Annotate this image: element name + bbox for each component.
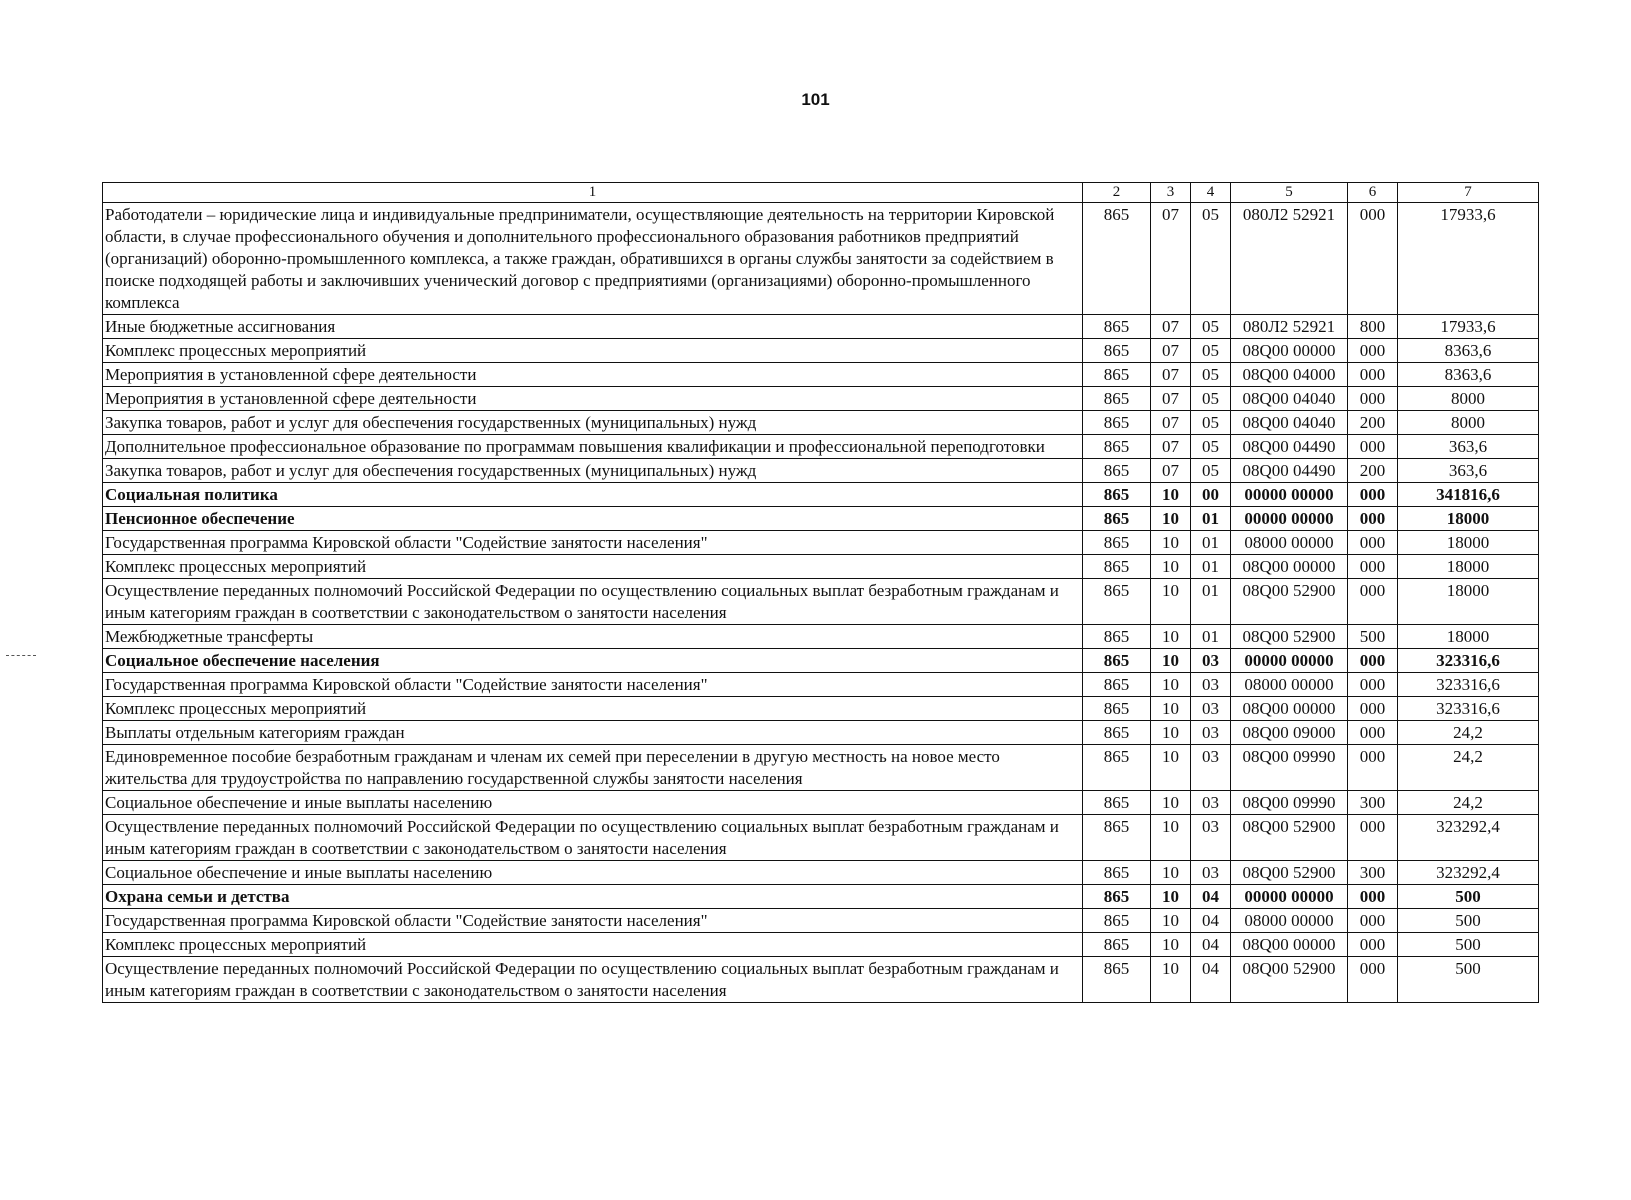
chapter-cell: 10: [1151, 815, 1191, 861]
table-row: [103, 745, 1539, 791]
amount-cell: 363,6: [1398, 435, 1539, 459]
chapter-cell: 07: [1151, 435, 1191, 459]
amount-cell: 18000: [1398, 507, 1539, 531]
amount-cell: 8000: [1398, 411, 1539, 435]
section-code-cell: 865: [1083, 507, 1151, 531]
chapter-cell: 10: [1151, 957, 1191, 1003]
table-row: [103, 957, 1539, 1003]
subchapter-cell: 01: [1191, 625, 1231, 649]
name-cell: Выплаты отдельным категориям граждан: [103, 721, 1083, 745]
expense-type-cell: 000: [1348, 957, 1398, 1003]
subchapter-cell: 00: [1191, 483, 1231, 507]
header-cell-6: 6: [1348, 183, 1398, 203]
table-row: [103, 579, 1539, 625]
chapter-cell: 07: [1151, 315, 1191, 339]
expense-type-cell: 000: [1348, 933, 1398, 957]
expense-type-cell: 000: [1348, 673, 1398, 697]
name-cell: Мероприятия в установленной сфере деятельности: [103, 387, 1083, 411]
name-cell: Социальная политика: [103, 483, 1083, 507]
subchapter-cell: 05: [1191, 387, 1231, 411]
target-article-cell: 08Q00 52900: [1231, 815, 1348, 861]
table-row: [103, 861, 1539, 885]
amount-cell: 18000: [1398, 555, 1539, 579]
section-code-cell: 865: [1083, 697, 1151, 721]
page-number: 101: [801, 90, 830, 109]
section-code-cell: 865: [1083, 387, 1151, 411]
expense-type-cell: 000: [1348, 387, 1398, 411]
expense-type-cell: 000: [1348, 531, 1398, 555]
expense-type-cell: 800: [1348, 315, 1398, 339]
chapter-cell: 10: [1151, 625, 1191, 649]
subchapter-cell: 03: [1191, 673, 1231, 697]
table-row: [103, 933, 1539, 957]
section-code-cell: 865: [1083, 339, 1151, 363]
target-article-cell: 08Q00 09990: [1231, 791, 1348, 815]
expense-type-cell: 000: [1348, 815, 1398, 861]
section-code-cell: 865: [1083, 459, 1151, 483]
amount-cell: 8000: [1398, 387, 1539, 411]
expense-type-cell: 500: [1348, 625, 1398, 649]
header-cell-2: 2: [1083, 183, 1151, 203]
target-article-cell: 08Q00 09000: [1231, 721, 1348, 745]
section-code-cell: 865: [1083, 885, 1151, 909]
subchapter-cell: 05: [1191, 203, 1231, 315]
chapter-cell: 07: [1151, 339, 1191, 363]
amount-cell: 500: [1398, 909, 1539, 933]
section-code-cell: 865: [1083, 649, 1151, 673]
table-row: [103, 649, 1539, 673]
name-cell: Пенсионное обеспечение: [103, 507, 1083, 531]
chapter-cell: 07: [1151, 203, 1191, 315]
name-cell: Осуществление переданных полномочий Российской Федерации по осуществлению социальных выплат безработным гражданам и иным категориям граждан в соответствии с законодательством о занятости населения: [103, 957, 1083, 1003]
section-code-cell: 865: [1083, 861, 1151, 885]
table-row: [103, 815, 1539, 861]
expense-type-cell: 300: [1348, 791, 1398, 815]
table-row: [103, 315, 1539, 339]
target-article-cell: 08000 00000: [1231, 673, 1348, 697]
target-article-cell: 00000 00000: [1231, 483, 1348, 507]
amount-cell: 18000: [1398, 625, 1539, 649]
section-code-cell: 865: [1083, 745, 1151, 791]
name-cell: Иные бюджетные ассигнования: [103, 315, 1083, 339]
header-cell-7: 7: [1398, 183, 1539, 203]
table-row: [103, 363, 1539, 387]
target-article-cell: 08Q00 52900: [1231, 861, 1348, 885]
expense-type-cell: 000: [1348, 745, 1398, 791]
chapter-cell: 10: [1151, 745, 1191, 791]
amount-cell: 500: [1398, 957, 1539, 1003]
subchapter-cell: 04: [1191, 957, 1231, 1003]
name-cell: Работодатели – юридические лица и индивидуальные предприниматели, осуществляющие деятельность на территории Кировской области, в случае профессионального обучения и дополнительного профессионального образования работников предприятий (организаций) оборонно-промышленного комплекса, а также граждан, обратившихся в органы службы занятости за содействием в поиске подходящей работы и заключивших ученический договор с предприятиями (организациями) оборонно-промышленного комплекса: [103, 203, 1083, 315]
expense-type-cell: 000: [1348, 339, 1398, 363]
chapter-cell: 10: [1151, 483, 1191, 507]
name-cell: Комплекс процессных мероприятий: [103, 339, 1083, 363]
amount-cell: 24,2: [1398, 745, 1539, 791]
table-row: [103, 411, 1539, 435]
table-row: [103, 483, 1539, 507]
subchapter-cell: 03: [1191, 649, 1231, 673]
section-code-cell: 865: [1083, 483, 1151, 507]
chapter-cell: 10: [1151, 673, 1191, 697]
name-cell: Комплекс процессных мероприятий: [103, 933, 1083, 957]
target-article-cell: 08Q00 04490: [1231, 435, 1348, 459]
table-row: [103, 459, 1539, 483]
subchapter-cell: 01: [1191, 507, 1231, 531]
section-code-cell: 865: [1083, 363, 1151, 387]
section-code-cell: 865: [1083, 909, 1151, 933]
chapter-cell: 10: [1151, 531, 1191, 555]
header-cell-1: 1: [103, 183, 1083, 203]
section-code-cell: 865: [1083, 933, 1151, 957]
section-code-cell: 865: [1083, 203, 1151, 315]
table-row: [103, 885, 1539, 909]
target-article-cell: 08Q00 09990: [1231, 745, 1348, 791]
chapter-cell: 10: [1151, 909, 1191, 933]
expense-type-cell: 000: [1348, 555, 1398, 579]
expense-type-cell: 000: [1348, 435, 1398, 459]
amount-cell: 323316,6: [1398, 649, 1539, 673]
chapter-cell: 10: [1151, 791, 1191, 815]
section-code-cell: 865: [1083, 555, 1151, 579]
expense-type-cell: 000: [1348, 909, 1398, 933]
chapter-cell: 10: [1151, 507, 1191, 531]
subchapter-cell: 01: [1191, 555, 1231, 579]
section-code-cell: 865: [1083, 721, 1151, 745]
subchapter-cell: 05: [1191, 435, 1231, 459]
amount-cell: 323292,4: [1398, 861, 1539, 885]
header-row: [103, 183, 1539, 203]
scan-mark: [6, 655, 36, 656]
header-cell-3: 3: [1151, 183, 1191, 203]
table-row: [103, 555, 1539, 579]
chapter-cell: 10: [1151, 697, 1191, 721]
amount-cell: 18000: [1398, 579, 1539, 625]
amount-cell: 500: [1398, 885, 1539, 909]
amount-cell: 17933,6: [1398, 315, 1539, 339]
amount-cell: 323292,4: [1398, 815, 1539, 861]
subchapter-cell: 01: [1191, 531, 1231, 555]
section-code-cell: 865: [1083, 579, 1151, 625]
amount-cell: 341816,6: [1398, 483, 1539, 507]
target-article-cell: 08Q00 52900: [1231, 579, 1348, 625]
table-row: [103, 507, 1539, 531]
chapter-cell: 10: [1151, 579, 1191, 625]
name-cell: Дополнительное профессиональное образование по программам повышения квалификации и профессиональной переподготовки: [103, 435, 1083, 459]
chapter-cell: 07: [1151, 387, 1191, 411]
target-article-cell: 08000 00000: [1231, 909, 1348, 933]
table-row: [103, 531, 1539, 555]
amount-cell: 18000: [1398, 531, 1539, 555]
expense-type-cell: 000: [1348, 579, 1398, 625]
target-article-cell: 08000 00000: [1231, 531, 1348, 555]
subchapter-cell: 05: [1191, 459, 1231, 483]
name-cell: Осуществление переданных полномочий Российской Федерации по осуществлению социальных выплат безработным гражданам и иным категориям граждан в соответствии с законодательством о занятости населения: [103, 579, 1083, 625]
expense-type-cell: 000: [1348, 721, 1398, 745]
header-cell-5: 5: [1231, 183, 1348, 203]
section-code-cell: 865: [1083, 531, 1151, 555]
header-cell-4: 4: [1191, 183, 1231, 203]
subchapter-cell: 03: [1191, 721, 1231, 745]
target-article-cell: 08Q00 04000: [1231, 363, 1348, 387]
target-article-cell: 08Q00 00000: [1231, 933, 1348, 957]
section-code-cell: 865: [1083, 673, 1151, 697]
target-article-cell: 08Q00 52900: [1231, 957, 1348, 1003]
expense-type-cell: 000: [1348, 885, 1398, 909]
subchapter-cell: 05: [1191, 339, 1231, 363]
table-row: [103, 625, 1539, 649]
target-article-cell: 08Q00 00000: [1231, 697, 1348, 721]
name-cell: Комплекс процессных мероприятий: [103, 697, 1083, 721]
table-row: [103, 435, 1539, 459]
amount-cell: 8363,6: [1398, 363, 1539, 387]
amount-cell: 363,6: [1398, 459, 1539, 483]
name-cell: Осуществление переданных полномочий Российской Федерации по осуществлению социальных выплат безработным гражданам и иным категориям граждан в соответствии с законодательством о занятости населения: [103, 815, 1083, 861]
target-article-cell: 00000 00000: [1231, 507, 1348, 531]
target-article-cell: 080Л2 52921: [1231, 315, 1348, 339]
target-article-cell: 08Q00 52900: [1231, 625, 1348, 649]
expense-type-cell: 000: [1348, 363, 1398, 387]
table-row: [103, 673, 1539, 697]
name-cell: Закупка товаров, работ и услуг для обеспечения государственных (муниципальных) нужд: [103, 459, 1083, 483]
subchapter-cell: 03: [1191, 861, 1231, 885]
amount-cell: 24,2: [1398, 721, 1539, 745]
name-cell: Социальное обеспечение и иные выплаты населению: [103, 791, 1083, 815]
table-body: [103, 203, 1539, 1003]
expense-type-cell: 200: [1348, 459, 1398, 483]
name-cell: Социальное обеспечение населения: [103, 649, 1083, 673]
subchapter-cell: 03: [1191, 697, 1231, 721]
section-code-cell: 865: [1083, 411, 1151, 435]
expense-type-cell: 200: [1348, 411, 1398, 435]
subchapter-cell: 04: [1191, 933, 1231, 957]
table-row: [103, 909, 1539, 933]
chapter-cell: 07: [1151, 411, 1191, 435]
target-article-cell: 00000 00000: [1231, 885, 1348, 909]
target-article-cell: 00000 00000: [1231, 649, 1348, 673]
chapter-cell: 07: [1151, 363, 1191, 387]
table-row: [103, 339, 1539, 363]
subchapter-cell: 05: [1191, 411, 1231, 435]
name-cell: Государственная программа Кировской области "Содействие занятости населения": [103, 531, 1083, 555]
table-row: [103, 697, 1539, 721]
target-article-cell: 08Q00 00000: [1231, 339, 1348, 363]
subchapter-cell: 05: [1191, 363, 1231, 387]
section-code-cell: 865: [1083, 625, 1151, 649]
target-article-cell: 080Л2 52921: [1231, 203, 1348, 315]
target-article-cell: 08Q00 04040: [1231, 387, 1348, 411]
expense-type-cell: 300: [1348, 861, 1398, 885]
expense-type-cell: 000: [1348, 507, 1398, 531]
section-code-cell: 865: [1083, 791, 1151, 815]
amount-cell: 24,2: [1398, 791, 1539, 815]
chapter-cell: 10: [1151, 555, 1191, 579]
chapter-cell: 10: [1151, 649, 1191, 673]
section-code-cell: 865: [1083, 315, 1151, 339]
name-cell: Межбюджетные трансферты: [103, 625, 1083, 649]
target-article-cell: 08Q00 04490: [1231, 459, 1348, 483]
name-cell: Социальное обеспечение и иные выплаты населению: [103, 861, 1083, 885]
target-article-cell: 08Q00 00000: [1231, 555, 1348, 579]
expense-type-cell: 000: [1348, 697, 1398, 721]
subchapter-cell: 03: [1191, 791, 1231, 815]
section-code-cell: 865: [1083, 435, 1151, 459]
subchapter-cell: 04: [1191, 885, 1231, 909]
name-cell: Государственная программа Кировской области "Содействие занятости населения": [103, 673, 1083, 697]
amount-cell: 323316,6: [1398, 697, 1539, 721]
chapter-cell: 10: [1151, 933, 1191, 957]
chapter-cell: 10: [1151, 721, 1191, 745]
name-cell: Мероприятия в установленной сфере деятельности: [103, 363, 1083, 387]
name-cell: Единовременное пособие безработным гражданам и членам их семей при переселении в другую местность на новое место жительства для трудоустройства по направлению государственной службы занятости населения: [103, 745, 1083, 791]
subchapter-cell: 03: [1191, 815, 1231, 861]
section-code-cell: 865: [1083, 815, 1151, 861]
name-cell: Закупка товаров, работ и услуг для обеспечения государственных (муниципальных) нужд: [103, 411, 1083, 435]
name-cell: Государственная программа Кировской области "Содействие занятости населения": [103, 909, 1083, 933]
amount-cell: 8363,6: [1398, 339, 1539, 363]
target-article-cell: 08Q00 04040: [1231, 411, 1348, 435]
expense-type-cell: 000: [1348, 483, 1398, 507]
expense-type-cell: 000: [1348, 649, 1398, 673]
chapter-cell: 10: [1151, 861, 1191, 885]
expense-type-cell: 000: [1348, 203, 1398, 315]
chapter-cell: 07: [1151, 459, 1191, 483]
table-row: [103, 387, 1539, 411]
amount-cell: 500: [1398, 933, 1539, 957]
amount-cell: 17933,6: [1398, 203, 1539, 315]
table-row: [103, 721, 1539, 745]
table-row: [103, 791, 1539, 815]
table-row: [103, 203, 1539, 315]
name-cell: Охрана семьи и детства: [103, 885, 1083, 909]
amount-cell: 323316,6: [1398, 673, 1539, 697]
name-cell: Комплекс процессных мероприятий: [103, 555, 1083, 579]
subchapter-cell: 04: [1191, 909, 1231, 933]
section-code-cell: 865: [1083, 957, 1151, 1003]
chapter-cell: 10: [1151, 885, 1191, 909]
subchapter-cell: 01: [1191, 579, 1231, 625]
subchapter-cell: 03: [1191, 745, 1231, 791]
budget-table: [102, 182, 1539, 1003]
subchapter-cell: 05: [1191, 315, 1231, 339]
